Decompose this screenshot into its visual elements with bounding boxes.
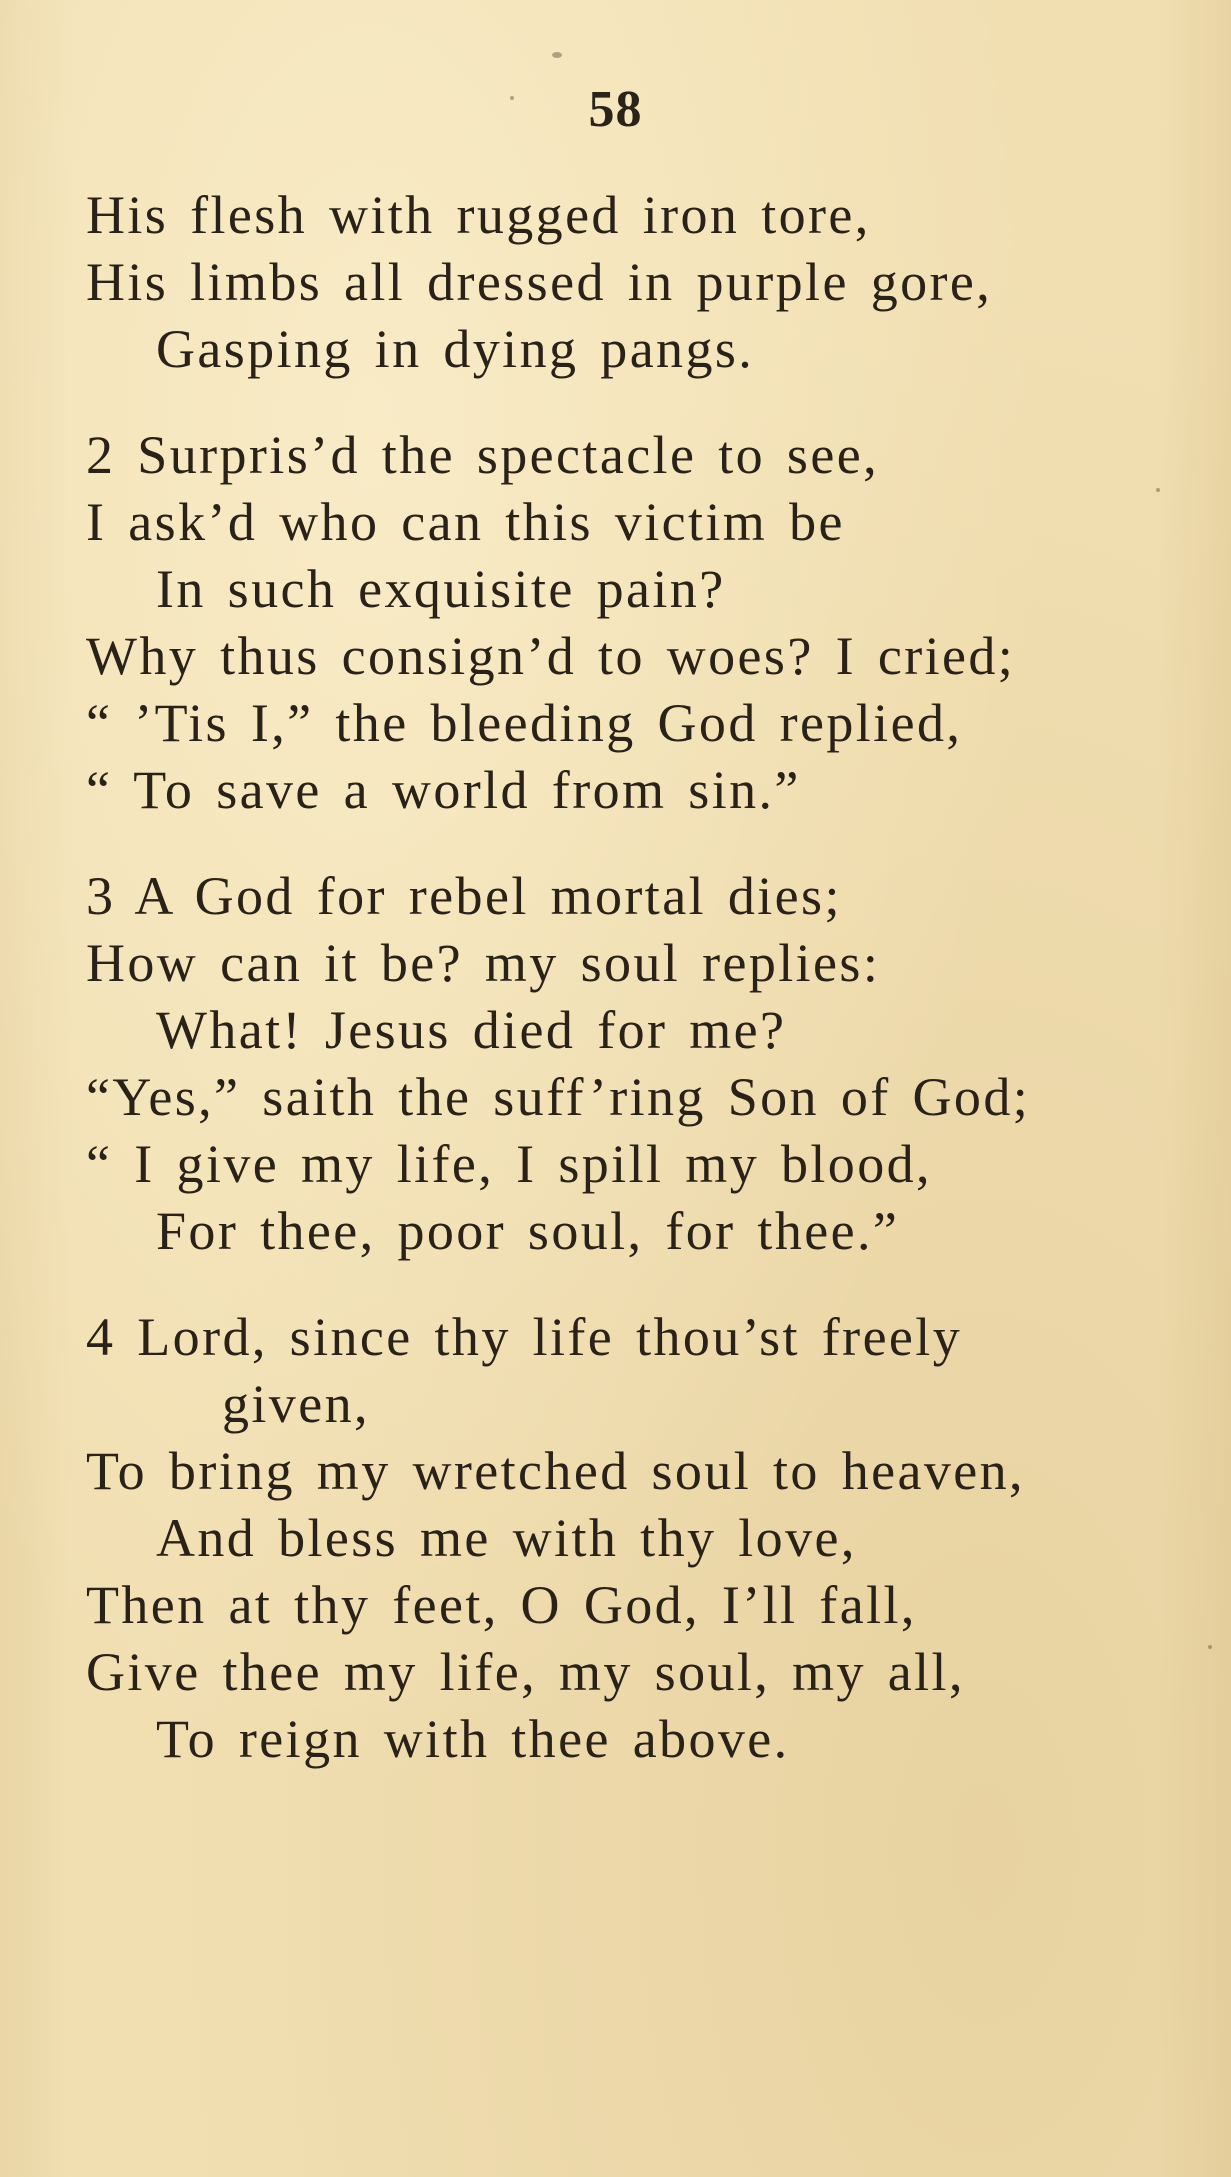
verse-line: “ ’Tis I,” the bleeding God replied, xyxy=(86,693,963,753)
stanza-2 xyxy=(86,422,1226,824)
verse-line: How can it be? my soul replies: xyxy=(86,933,881,993)
verse-line: 4 Lord, since thy life thou’st freely xyxy=(86,1307,963,1367)
paper-speck xyxy=(510,96,514,100)
verse-line: To reign with thee above. xyxy=(156,1709,790,1769)
verse-line: “ I give my life, I spill my blood, xyxy=(86,1134,932,1194)
page-number: 58 xyxy=(588,81,643,138)
verse-line: given, xyxy=(222,1374,370,1434)
verse-line: His flesh with rugged iron tore, xyxy=(86,185,871,245)
hymn-text xyxy=(86,182,1226,1812)
verse-line: And bless me with thy love, xyxy=(156,1508,857,1568)
verse-line: Give thee my life, my soul, my all, xyxy=(86,1642,965,1702)
stanza-1 xyxy=(86,182,1226,383)
paper-speck xyxy=(1208,1645,1212,1649)
verse-line: 2 Surpris’d the spectacle to see, xyxy=(86,425,879,485)
verse-line: “ To save a world from sin.” xyxy=(86,760,801,820)
verse-line: What! Jesus died for me? xyxy=(156,1000,787,1060)
paper-speck xyxy=(552,52,562,58)
verse-line: Why thus consign’d to woes? I cried; xyxy=(86,626,1016,686)
paper-speck xyxy=(1156,488,1160,492)
verse-line: In such exquisite pain? xyxy=(156,559,726,619)
verse-line: His limbs all dressed in purple gore, xyxy=(86,252,993,312)
verse-line: 3 A God for rebel mortal dies; xyxy=(86,866,842,926)
stanza-3 xyxy=(86,863,1226,1265)
verse-line: For thee, poor soul, for thee.” xyxy=(156,1201,900,1261)
verse-line: Gasping in dying pangs. xyxy=(156,319,755,379)
verse-line: “Yes,” saith the suff’ring Son of God; xyxy=(86,1067,1031,1127)
verse-line: To bring my wretched soul to heaven, xyxy=(86,1441,1025,1501)
verse-line: I ask’d who can this victim be xyxy=(86,492,845,552)
verse-line: Then at thy feet, O God, I’ll fall, xyxy=(86,1575,917,1635)
stanza-4 xyxy=(86,1304,1226,1773)
